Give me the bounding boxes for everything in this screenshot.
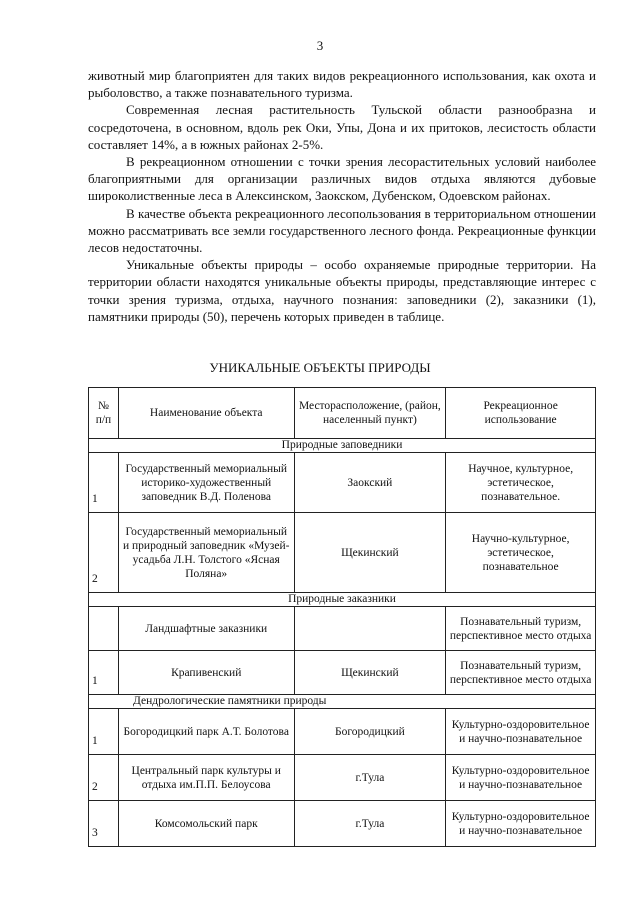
object-name: Ландшафтные заказники [118, 607, 294, 651]
section-title: Природные заказники [89, 593, 596, 607]
row-number: 2 [89, 755, 119, 801]
section-row [89, 593, 596, 607]
table-row [89, 755, 596, 801]
body-text [88, 67, 596, 325]
header-name: Наименование объекта [118, 388, 294, 439]
row-number: 1 [89, 453, 119, 513]
row-number: 1 [89, 709, 119, 755]
table-row [89, 651, 596, 695]
paragraph-3: В рекреационном отношении с точки зрения лесорастительных условий наиболее благоприятными для организации различных видов отдыха являются дубовые широколиственные леса в Алексинском, Заокском, Дубенском, Одоевском районах. [88, 154, 596, 204]
table-row [89, 513, 596, 593]
paragraph-2: Современная лесная растительность Тульской области разнообразна и сосредоточена, в основном, вдоль рек Оки, Упы, Дона и их притоков, лесистость области составляет 14%, а в южных районах 2-5%. [88, 102, 596, 152]
table-row [89, 453, 596, 513]
page-number: 3 [316, 38, 324, 53]
object-location: Щекинский [294, 513, 446, 593]
object-name: Центральный парк культуры и отдыха им.П.П. Белоусова [118, 755, 294, 801]
header-recreational-use: Рекреационное использование [446, 388, 596, 439]
object-use: Познавательный туризм, перспективное место отдыха [446, 607, 596, 651]
section-row [89, 439, 596, 453]
header-location: Месторасположение, (район, населенный пункт) [294, 388, 446, 439]
object-name: Государственный мемориальный и природный заповедник «Музей-усадьба Л.Н. Толстого «Ясная Поляна» [118, 513, 294, 593]
section-row [89, 695, 596, 709]
row-number: 1 [89, 651, 119, 695]
object-location: Заокский [294, 453, 446, 513]
object-name: Крапивенский [118, 651, 294, 695]
paragraph-1: животный мир благоприятен для таких видов рекреационного использования, как охота и рыболовство, а также познавательного туризма. [88, 68, 596, 101]
paragraph-5: Уникальные объекты природы – особо охраняемые природные территории. На территории области находятся уникальные объекты природы, представляющие интерес с точки зрения туризма, отдыха, научного познания: заповедники (2), заказники (1), памятники природы (50), перечень которых приведен в таблице. [88, 257, 596, 324]
object-location [294, 607, 446, 651]
row-number [89, 607, 119, 651]
table-header-row [89, 388, 596, 439]
object-location: Богородицкий [294, 709, 446, 755]
section-title: Природные заповедники [89, 439, 596, 453]
object-use: Культурно-оздоровительное и научно-познавательное [446, 801, 596, 847]
object-name: Богородицкий парк А.Т. Болотова [118, 709, 294, 755]
object-use: Научное, культурное, эстетическое, познавательное. [446, 453, 596, 513]
table-title: УНИКАЛЬНЫЕ ОБЪЕКТЫ ПРИРОДЫ [209, 360, 431, 375]
object-location: г.Тула [294, 801, 446, 847]
table-row [89, 801, 596, 847]
object-use: Культурно-оздоровительное и научно-познавательное [446, 709, 596, 755]
object-name: Комсомольский парк [118, 801, 294, 847]
unique-objects-table [88, 387, 596, 847]
table-row [89, 709, 596, 755]
header-number: № п/п [89, 388, 119, 439]
section-title: Дендрологические памятники природы [89, 695, 596, 709]
object-use: Познавательный туризм, перспективное место отдыха [446, 651, 596, 695]
object-use: Культурно-оздоровительное и научно-познавательное [446, 755, 596, 801]
object-location: г.Тула [294, 755, 446, 801]
row-number: 2 [89, 513, 119, 593]
object-name: Государственный мемориальный историко-художественный заповедник В.Д. Поленова [118, 453, 294, 513]
table-row [89, 607, 596, 651]
object-use: Научно-культурное, эстетическое, познавательное [446, 513, 596, 593]
row-number: 3 [89, 801, 119, 847]
paragraph-4: В качестве объекта рекреационного лесопользования в территориальном отношении можно рассматривать все земли государственного лесного фонда. Рекреационные функции лесов недостаточны. [88, 205, 596, 256]
object-location: Щекинский [294, 651, 446, 695]
